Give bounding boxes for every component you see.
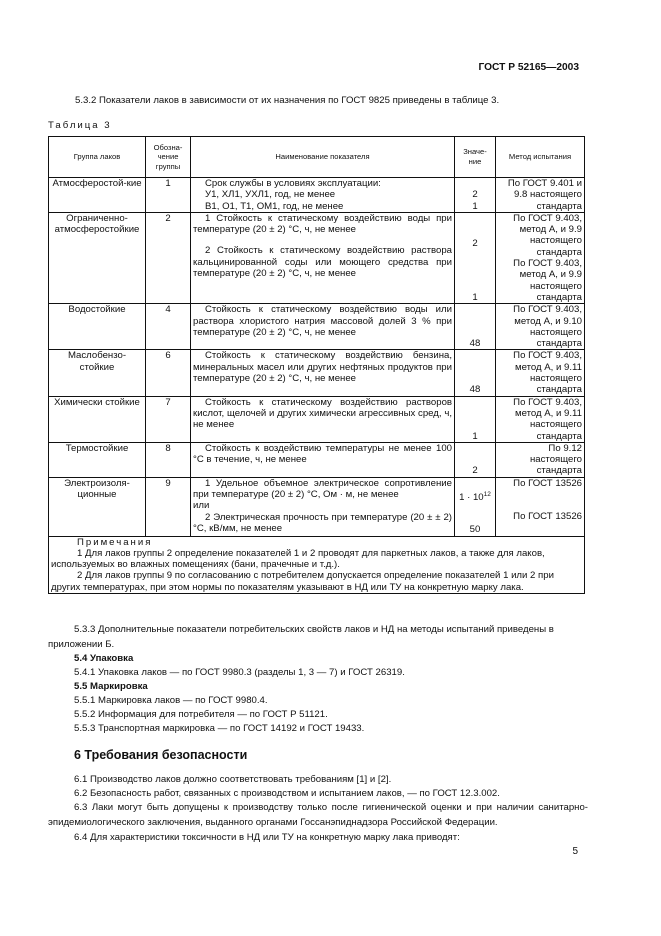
method-text: По ГОСТ 9.403, метод А, и 9.9 настоящего стандарта [513,258,582,303]
table-row [49,477,585,536]
indicator-text: 2 Стойкость к статическому воздействию раствора кальцинированной соды или моющего средства при температуре (20 ± 2) °С, ч, не менее [193,245,452,280]
method-cell [496,212,585,303]
indicator-cell [191,178,455,213]
code-cell: 7 [146,396,191,442]
indicator-cell: Стойкость к статическому воздействию бензина, минеральных масел или других нефтяных продуктов при температуре (20 ± 2) °С, ч, не менее [191,350,455,396]
method-cell: По 9.12 настоящего стандарта [496,442,585,477]
method-cell: По ГОСТ 9.403, метод А, и 9.10 настоящего стандарта [496,304,585,350]
indicator-cell: Стойкость к воздействию температуры не менее 100 °С в течение, ч, не менее [191,442,455,477]
method-text: По ГОСТ 9.403, метод А, и 9.9 настоящего стандарта [513,212,582,258]
indicator-cell [191,212,455,303]
value-cell: 1 [455,396,496,442]
value-cell [455,178,496,213]
table-row [49,178,585,213]
heading-5-4: 5.4 Упаковка [74,653,134,664]
value-cell: 48 [455,304,496,350]
col-header-group: Группа лаков [49,137,146,178]
method-cell: По ГОСТ 9.403, метод А, и 9.11 настоящего стандарта [496,396,585,442]
value-cell: 48 [455,350,496,396]
code-cell: 1 [146,178,191,213]
paragraph-5-5-2: 5.5.2 Информация для потребителя — по ГОСТ Р 51121. [74,709,328,720]
method-text: По ГОСТ 13526 [513,477,582,489]
value-text: 2 [472,237,478,249]
col-header-name: Наименование показателя [191,137,455,178]
code-cell: 4 [146,304,191,350]
group-cell: Термостойкие [49,442,146,477]
indicator-cell [191,477,455,536]
method-cell [496,477,585,536]
value-cell [455,477,496,536]
method-cell: По ГОСТ 9.403, метод А, и 9.11 настоящего стандарта [496,350,585,396]
indicator-sub: У1, ХЛ1, УХЛ1, год, не менее [205,189,336,201]
group-cell: Химически стойкие [49,396,146,442]
group-cell: Атмосферостой-кие [49,178,146,213]
table-row [49,396,585,442]
col-header-method: Метод испытания [496,137,585,178]
value-text: 50 [469,524,481,536]
code-cell: 2 [146,212,191,303]
or-text: или [193,500,210,512]
method-text: По ГОСТ 13526 [513,511,582,523]
paragraph-5-5-1: 5.5.1 Маркировка лаков — по ГОСТ 9980.4. [74,695,268,706]
code-cell: 6 [146,350,191,396]
col-header-value: Значе-ние [455,137,496,178]
code-cell: 9 [146,477,191,536]
value-cell [455,212,496,303]
indicator-text: Срок службы в условиях эксплуатации: [205,178,381,189]
paragraph-5-3-2: 5.3.2 Показатели лаков в зависимости от их назначения по ГОСТ 9825 приведены в таблице 3. [75,95,500,106]
paragraph-6-1: 6.1 Производство лаков должно соответствовать требованиям [1] и [2]. [74,774,392,785]
code-cell: 8 [146,442,191,477]
group-cell: Водостойкие [49,304,146,350]
table-notes [49,536,585,593]
table-row [49,442,585,477]
value-text: $1 \cdot 10^{12}$ [459,490,491,503]
value-cell: 2 [455,442,496,477]
paragraph-5-4-1: 5.4.1 Упаковка лаков — по ГОСТ 9980.3 (разделы 1, 3 — 7) и ГОСТ 26319. [74,667,405,678]
table-header-row [49,137,585,178]
indicator-text: 2 Электрическая прочность при температуре (20 ± ± 2) °С, кВ/мм, не менее [193,511,452,534]
document-code: ГОСТ Р 52165—2003 [478,62,579,73]
note-2: 2 Для лаков группы 9 по согласованию с потребителем допускается определение показателей 1 или 2 при других температурах, при этом нормы по показателям указывают в НД или ТУ на конкретную марку лака. [51,570,554,593]
table-row [49,212,585,303]
value-text: 1 [472,291,478,303]
indicator-text: 1 Стойкость к статическому воздействию воды при температуре (20 ± 2) °С, ч, не менее [193,212,452,236]
table-notes-row [49,536,585,593]
notes-title: Примечания [77,536,153,548]
group-cell: Электроизоля-ционные [49,477,146,536]
page-number: 5 [572,846,578,857]
note-1: 1 Для лаков группы 2 определение показателей 1 и 2 проводят для паркетных лаков, а также для лаков, используемых во влажных помещениях (бани, прачечные и т.д.). [51,547,545,571]
paragraph-6-3: 6.3 Лаки могут быть допущены к производству только после гигиенической оценки и при наличии санитарно-эпидемиологического заключения, выданного органами Госсанэпиднадзора Российской Федерации. [48,802,588,828]
table-3 [48,136,585,594]
paragraph-6-4: 6.4 Для характеристики токсичности в НД или ТУ на конкретную марку лака приводят: [74,832,460,843]
group-cell: Маслобензо-стойкие [49,350,146,396]
col-header-code: Обозна-чение группы [146,137,191,178]
heading-5-5: 5.5 Маркировка [74,681,148,692]
section-6-title: 6 Требования безопасности [74,748,248,762]
paragraph-6-2: 6.2 Безопасность работ, связанных с производством и испытанием лаков, — по ГОСТ 12.3.002. [74,788,500,799]
method-cell: По ГОСТ 9.401 и 9.8 настоящего стандарта [496,178,585,213]
table-row [49,350,585,396]
indicator-sub: В1, О1, Т1, ОМ1, год, не менее [205,200,344,212]
indicator-cell: Стойкость к статическому воздействию растворов кислот, щелочей и других химически агрессивных сред, ч, не менее [191,396,455,442]
table-row [49,304,585,350]
paragraph-5-3-3: 5.3.3 Дополнительные показатели потребительских свойств лаков и НД на методы испытаний приведены в приложении Б. [48,624,554,650]
indicator-cell: Стойкость к статическому воздействию воды или раствора хлористого натрия массовой долей 3 % при температуре (20 ± 2) °С, ч, не менее [191,304,455,350]
table-caption: Таблица 3 [48,120,112,131]
indicator-text: 1 Удельное объемное электрическое сопротивление при температуре (20 ± 2) °С, Ом · м, не менее [193,477,452,501]
group-cell: Ограниченно-атмосферостойкие [49,212,146,303]
value-text: 2 [472,189,478,201]
value-text: 1 [472,200,478,212]
paragraph-5-5-3: 5.5.3 Транспортная маркировка — по ГОСТ 14192 и ГОСТ 19433. [74,723,365,734]
